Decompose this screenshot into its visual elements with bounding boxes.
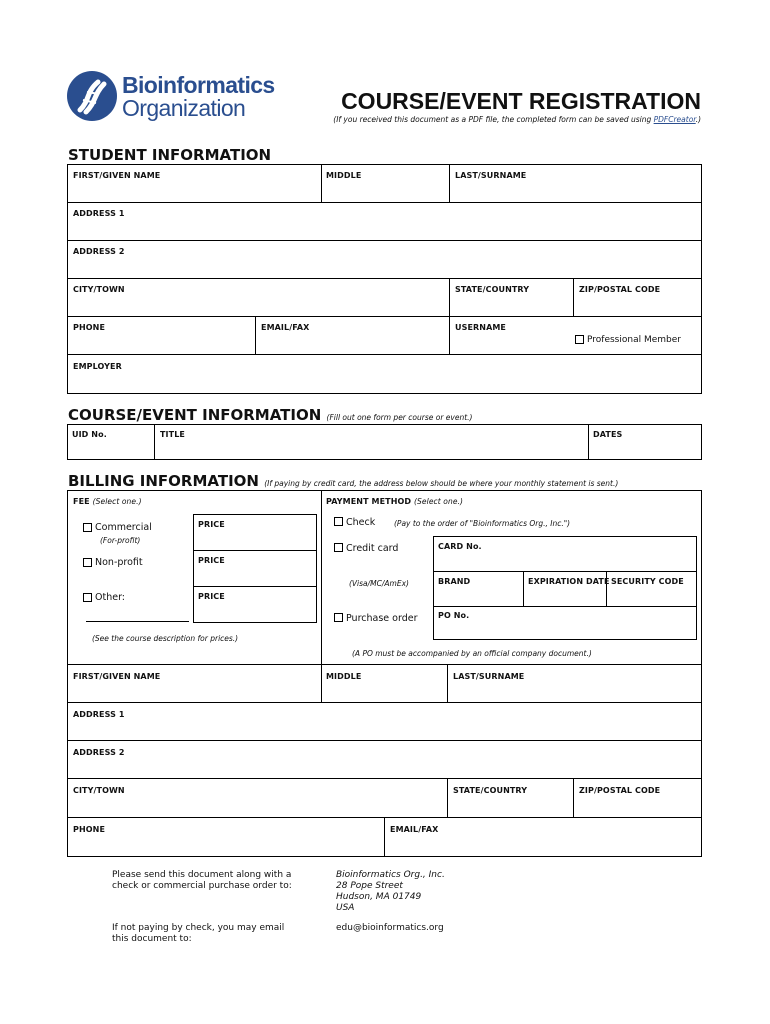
commercial-label: Commercial	[95, 522, 152, 533]
billing-phone-field[interactable]: PHONE	[73, 825, 106, 834]
student-address2-row	[67, 240, 702, 279]
subtitle-end: .)	[695, 115, 701, 124]
check-checkbox[interactable]	[334, 517, 343, 526]
student-name-row	[67, 164, 702, 203]
billing-note: (If paying by credit card, the address below should be where your monthly statement is sent.)	[264, 479, 619, 488]
student-state-field[interactable]: STATE/COUNTRY	[455, 285, 530, 294]
send-line-1: Please send this document along with a	[112, 870, 292, 880]
check-label: Check	[346, 517, 376, 528]
card-number-label: CARD No.	[438, 542, 482, 551]
course-title-field[interactable]: TITLE	[160, 430, 185, 439]
email-instructions	[112, 923, 284, 945]
course-heading	[68, 406, 472, 424]
subtitle-text: (If you received this document as a PDF file, the completed form can be saved using	[333, 115, 654, 124]
page-title: COURSE/EVENT REGISTRATION	[341, 88, 701, 114]
billing-city-row	[67, 778, 702, 818]
send-line-2: check or commercial purchase order to:	[112, 881, 292, 891]
purchase-order-checkbox[interactable]	[334, 613, 343, 622]
billing-state-field[interactable]: STATE/COUNTRY	[453, 786, 528, 795]
email-line-1: If not paying by check, you may email	[112, 923, 285, 933]
commercial-checkbox[interactable]	[83, 523, 92, 532]
credit-card-label: Credit card	[346, 543, 399, 554]
student-city-row	[67, 278, 702, 317]
email-line-2: this document to:	[112, 934, 192, 944]
other-blank-line[interactable]	[86, 621, 189, 622]
address-line-2: 28 Pope Street	[336, 881, 403, 891]
billing-address1-field[interactable]: ADDRESS 1	[73, 710, 125, 719]
address-line-4: USA	[336, 903, 355, 913]
non-profit-label: Non-profit	[95, 557, 143, 568]
po-number-field[interactable]	[433, 606, 697, 640]
student-address1-row	[67, 202, 702, 241]
billing-address1-row	[67, 702, 702, 741]
fee-label-text: FEE	[73, 497, 90, 506]
student-employer-row	[67, 354, 702, 394]
professional-member-checkbox[interactable]	[575, 335, 584, 344]
billing-first-name-field[interactable]: FIRST/GIVEN NAME	[73, 672, 161, 681]
logo-line-2: Organization	[122, 95, 246, 121]
other-label: Other:	[95, 592, 126, 603]
billing-name-row	[67, 664, 702, 703]
billing-email-field[interactable]: EMAIL/FAX	[390, 825, 439, 834]
billing-heading-text: BILLING INFORMATION	[68, 472, 259, 490]
logo-line-1: Bioinformatics	[122, 72, 275, 98]
credit-card-checkbox[interactable]	[334, 543, 343, 552]
for-profit-note: (For-profit)	[100, 536, 141, 545]
card-types-note: (Visa/MC/AmEx)	[349, 579, 409, 588]
billing-address2-row	[67, 740, 702, 779]
card-expiration-field[interactable]: EXPIRATION DATE	[528, 577, 610, 586]
billing-zip-field[interactable]: ZIP/POSTAL CODE	[579, 786, 661, 795]
payment-method-label	[326, 497, 463, 506]
student-heading: STUDENT INFORMATION	[68, 146, 272, 164]
student-username-field[interactable]: USERNAME	[455, 323, 506, 332]
student-address1-field[interactable]: ADDRESS 1	[73, 209, 125, 218]
page-subtitle	[333, 115, 701, 124]
course-note: (Fill out one form per course or event.)	[326, 413, 473, 422]
payment-label-text: PAYMENT METHOD	[326, 497, 412, 506]
fee-note: (Select one.)	[92, 497, 142, 506]
other-price-label: PRICE	[198, 592, 225, 601]
billing-middle-field[interactable]: MIDDLE	[326, 672, 362, 681]
commercial-price-label: PRICE	[198, 520, 225, 529]
po-number-label: PO No.	[438, 611, 470, 620]
student-zip-field[interactable]: ZIP/POSTAL CODE	[579, 285, 661, 294]
student-address2-field[interactable]: ADDRESS 2	[73, 247, 125, 256]
payment-note: (Select one.)	[414, 497, 464, 506]
see-description-note: (See the course description for prices.)	[92, 634, 239, 643]
card-security-field[interactable]: SECURITY CODE	[611, 577, 684, 586]
pdfcreator-link[interactable]: PDFCreator	[653, 115, 696, 124]
purchase-order-label: Purchase order	[346, 613, 418, 624]
contact-email-link[interactable]: edu@bioinformatics.org	[336, 923, 444, 933]
course-uid-field[interactable]: UID No.	[72, 430, 107, 439]
student-middle-field[interactable]: MIDDLE	[326, 171, 362, 180]
address-line-3: Hudson, MA 01749	[336, 892, 422, 902]
check-note: (Pay to the order of "Bioinformatics Org., Inc.")	[394, 519, 571, 528]
student-employer-field[interactable]: EMPLOYER	[73, 362, 122, 371]
logo	[66, 68, 298, 124]
student-city-field[interactable]: CITY/TOWN	[73, 285, 125, 294]
billing-address2-field[interactable]: ADDRESS 2	[73, 748, 125, 757]
card-brand-field[interactable]: BRAND	[438, 577, 471, 586]
student-first-name-field[interactable]: FIRST/GIVEN NAME	[73, 171, 161, 180]
non-profit-price-label: PRICE	[198, 556, 225, 565]
address-line-1: Bioinformatics Org., Inc.	[336, 870, 445, 880]
fee-label	[73, 497, 142, 506]
send-instructions	[112, 870, 292, 892]
po-note: (A PO must be accompanied by an official company document.)	[352, 649, 592, 658]
professional-member-label: Professional Member	[587, 335, 681, 345]
mailing-address	[336, 870, 445, 914]
non-profit-checkbox[interactable]	[83, 558, 92, 567]
student-phone-field[interactable]: PHONE	[73, 323, 106, 332]
dna-helix-icon	[66, 70, 118, 122]
billing-last-name-field[interactable]: LAST/SURNAME	[453, 672, 525, 681]
course-heading-text: COURSE/EVENT INFORMATION	[68, 406, 322, 424]
course-dates-field[interactable]: DATES	[593, 430, 623, 439]
student-email-field[interactable]: EMAIL/FAX	[261, 323, 310, 332]
billing-city-field[interactable]: CITY/TOWN	[73, 786, 125, 795]
other-checkbox[interactable]	[83, 593, 92, 602]
student-last-name-field[interactable]: LAST/SURNAME	[455, 171, 527, 180]
billing-heading	[68, 472, 618, 490]
